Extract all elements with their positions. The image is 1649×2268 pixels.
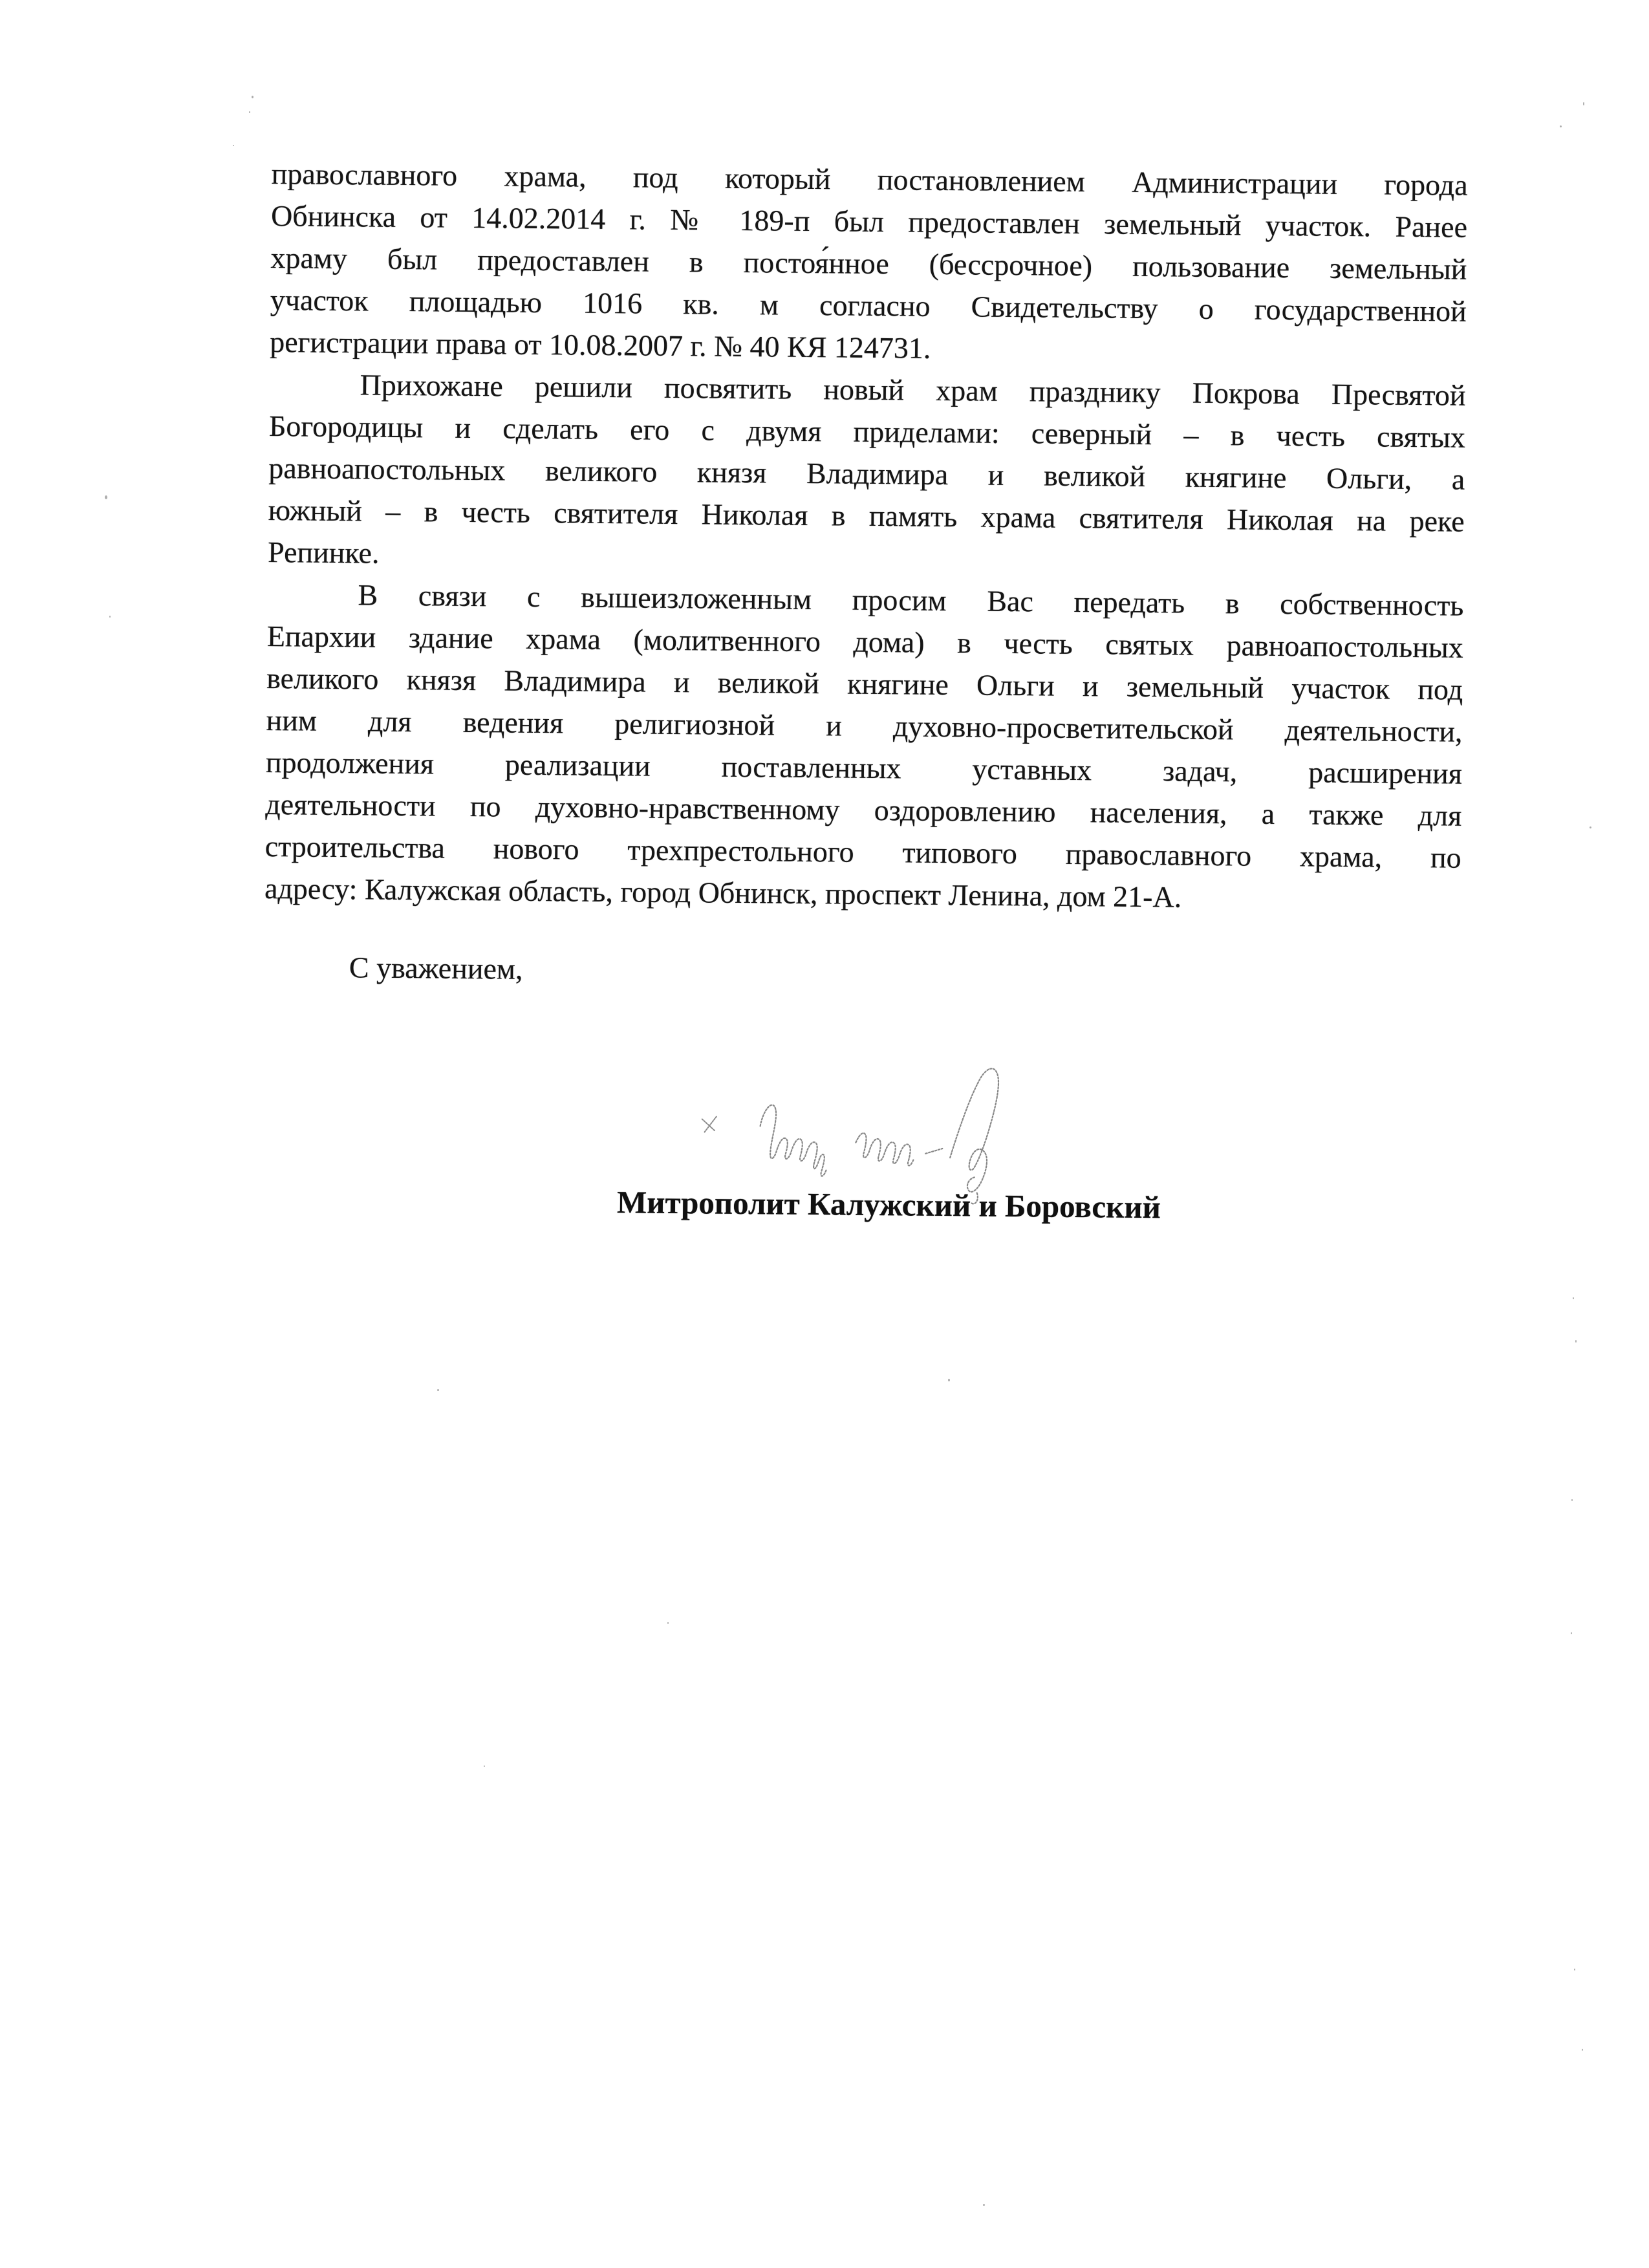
text-line: Епархии здание храма (молитвенного дома) в честь святых равноапостольных — [266, 619, 1464, 664]
text-line: адресу: Калужская область, город Обнинск, проспект Ленина, дом 21-А. — [264, 871, 1182, 914]
text-line: ним для ведения религиозной и духовно-просветительской деятельности, — [266, 703, 1463, 748]
text-line: строительства нового трехпрестольного типового православного храма, по — [264, 829, 1461, 874]
text-line: Прихожане решили посвятить новый храм празднику Покрова Пресвятой — [360, 368, 1466, 412]
text-line: деятельности по духовно-нравственному оздоровлению населения, а также для — [265, 787, 1462, 832]
text-line: южный – в честь святителя Николая в память храма святителя Николая на реке — [268, 493, 1465, 538]
text-line: православного храма, под который постановлением Администрации города — [271, 157, 1468, 202]
text-line: Обнинска от 14.02.2014 г. № 189-п был предоставлен земельный участок. Ранее — [270, 199, 1468, 244]
text-line: В связи с вышеизложенным просим Вас передать в собственность — [358, 578, 1464, 622]
text-line: Богородицы и сделать его с двумя приделами: северный – в честь святых — [268, 409, 1466, 454]
text-line: великого князя Владимира и великой княгине Ольги и земельный участок под — [266, 661, 1463, 706]
text-line: продолжения реализации поставленных уставных задач, расширения — [265, 745, 1463, 790]
closing-salutation: С уважением, — [349, 951, 523, 986]
text-line: храму был предоставлен в постоя́нное (бессрочное) пользование земельный — [270, 241, 1467, 286]
text-line: регистрации права от 10.08.2007 г. № 40 КЯ 124731. — [269, 325, 931, 365]
text-line: участок площадью 1016 кв. м согласно Свидетельству о государственной — [270, 283, 1467, 328]
signatory-title: Митрополит Калужский и Боровский — [616, 1184, 1161, 1226]
letter-body — [264, 153, 1468, 921]
text-line: Репинке. — [267, 535, 380, 570]
text-line: равноапостольных великого князя Владимира и великой княгине Ольги, а — [268, 451, 1465, 496]
